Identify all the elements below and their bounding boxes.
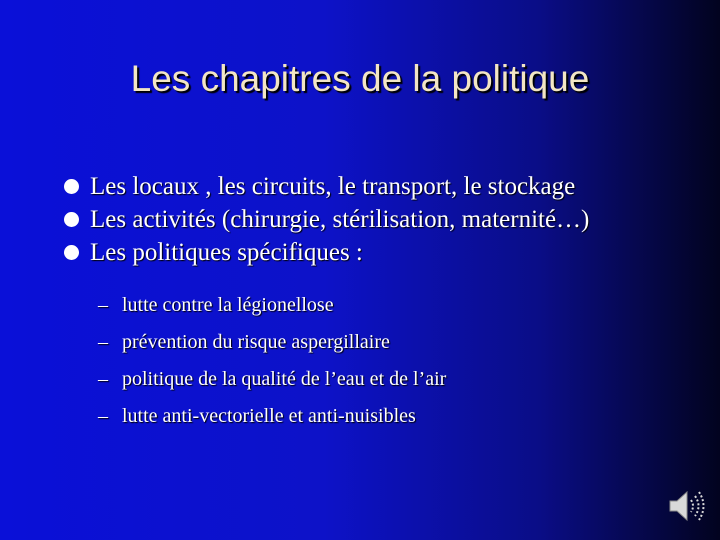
bullet-dot-icon (64, 179, 79, 194)
dash-marker: – (98, 405, 108, 427)
sub-bullet-item (98, 287, 446, 324)
sub-bullet-text: prévention du risque aspergillaire (122, 331, 390, 353)
bullet-text: Les activités (chirurgie, stérilisation, maternité…) (90, 206, 590, 233)
slide-title: Les chapitres de la politique (130, 58, 590, 99)
dash-marker: – (98, 368, 108, 390)
bullet-item (64, 203, 589, 236)
bullet-dot-icon (64, 245, 79, 260)
bullet-dot-icon (64, 212, 79, 227)
dash-marker: – (98, 294, 108, 316)
sub-bullet-text: lutte anti-vectorielle et anti-nuisibles (122, 405, 416, 427)
sub-bullet-text: lutte contre la légionellose (122, 294, 334, 316)
sub-bullet-list (98, 287, 446, 435)
sub-bullet-item (98, 361, 446, 398)
sub-bullet-item (98, 398, 446, 435)
speaker-icon[interactable] (666, 486, 706, 526)
sub-bullet-item (98, 324, 446, 361)
dash-marker: – (98, 331, 108, 353)
bullet-item (64, 170, 589, 203)
bullet-list (64, 170, 589, 269)
bullet-text: Les locaux , les circuits, le transport, le stockage (90, 173, 576, 200)
sub-bullet-text: politique de la qualité de l’eau et de l’air (122, 368, 447, 390)
bullet-text: Les politiques spécifiques : (90, 239, 363, 266)
bullet-item (64, 236, 589, 269)
